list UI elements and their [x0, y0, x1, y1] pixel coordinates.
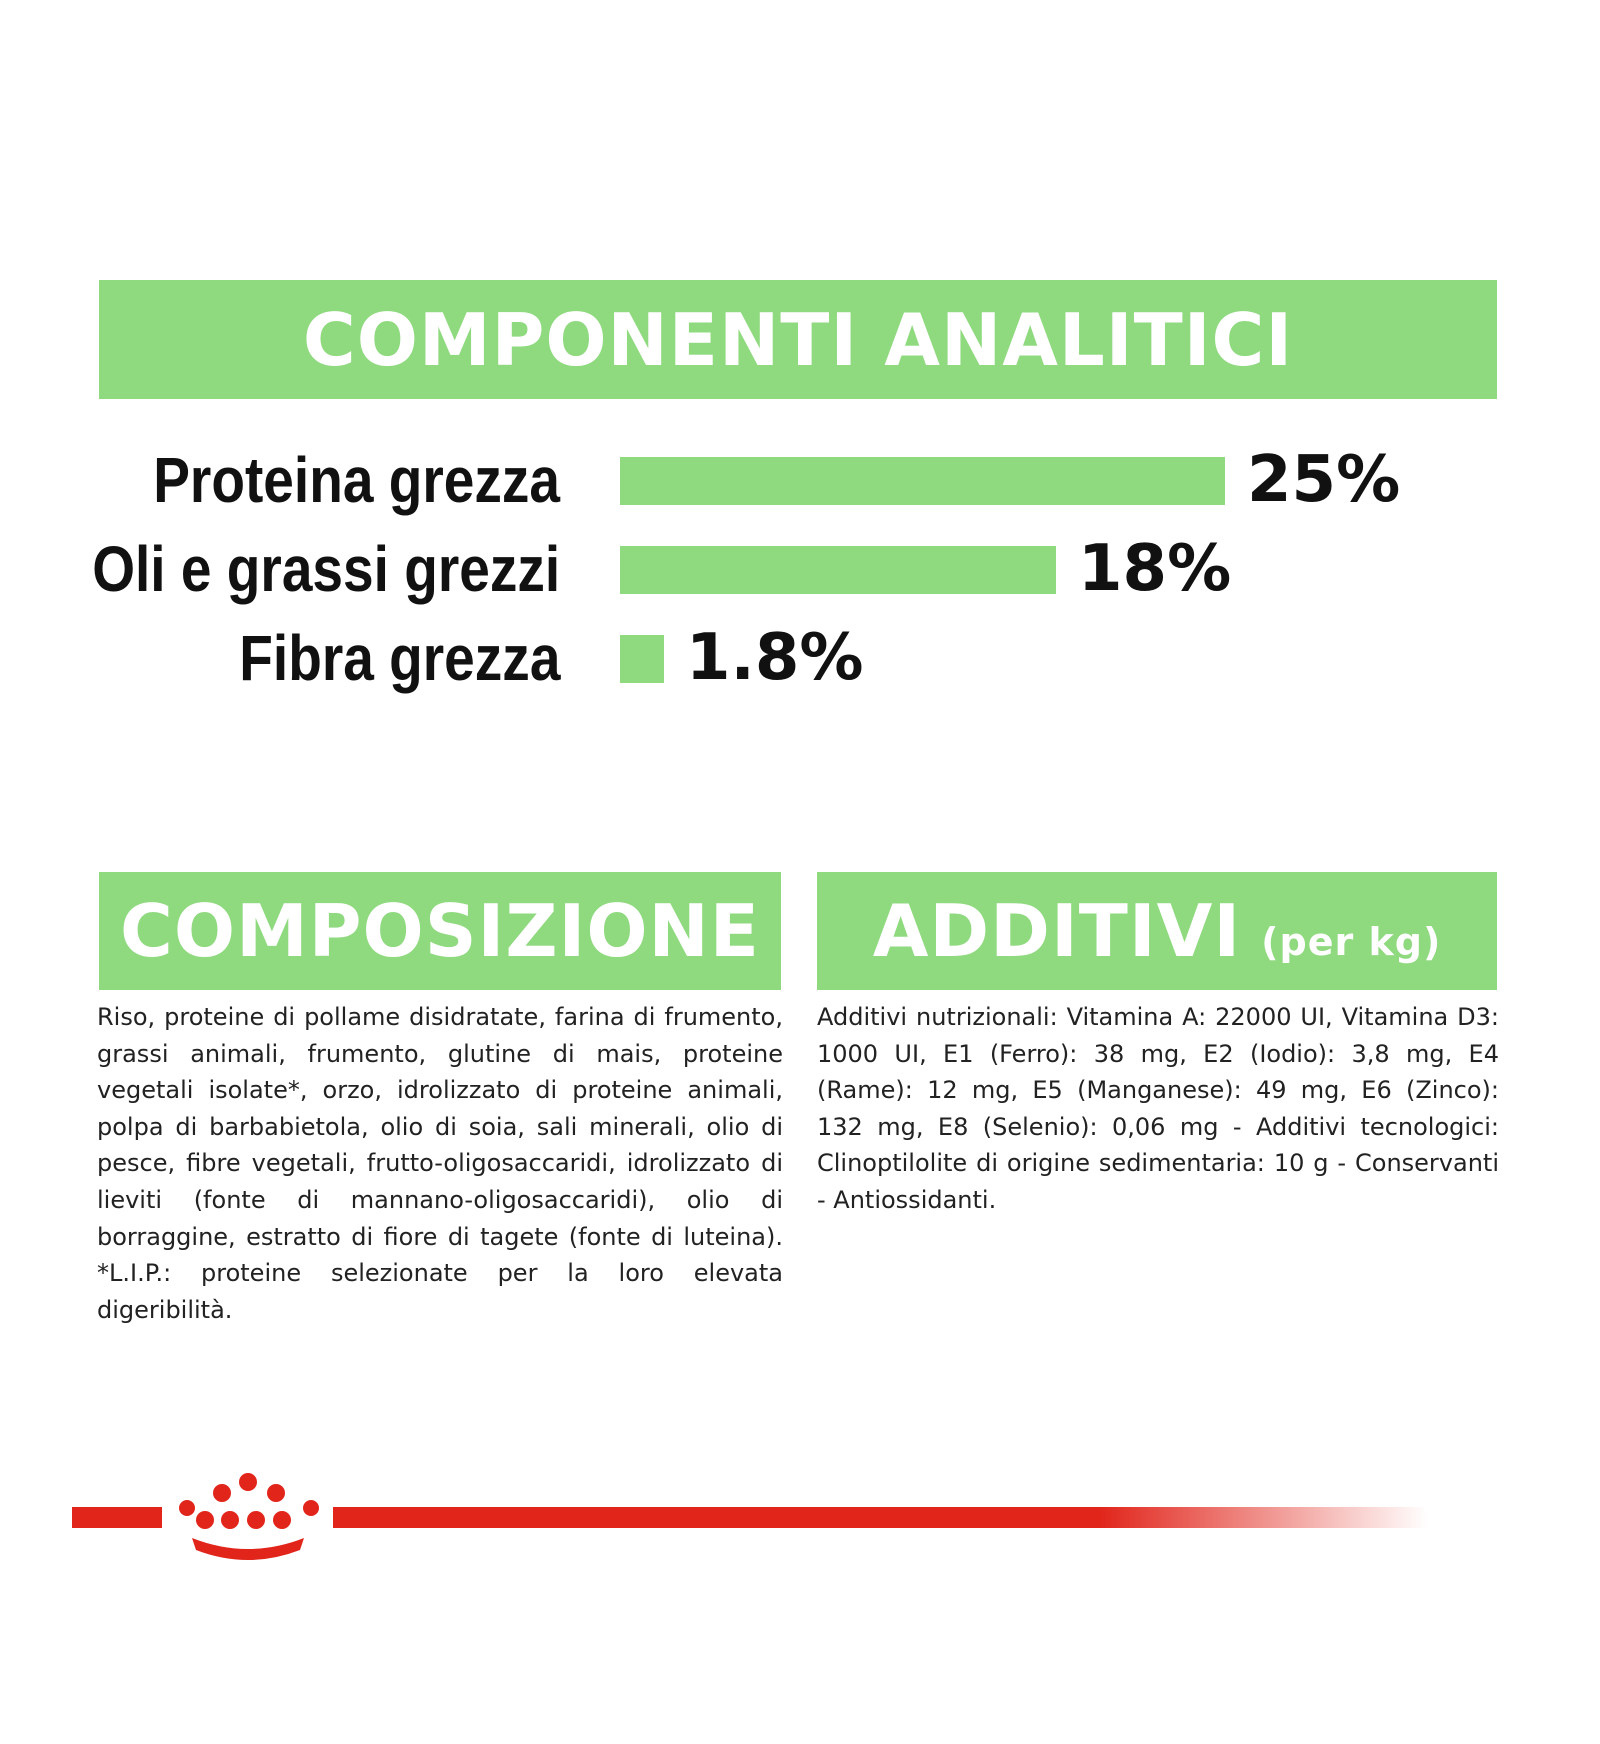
brand-line-left	[72, 1507, 162, 1528]
analysis-row	[0, 618, 1600, 698]
analysis-row	[0, 440, 1600, 520]
composition-title: COMPOSIZIONE	[120, 889, 760, 973]
additives-unit: (per kg)	[1261, 920, 1442, 964]
additives-header	[817, 872, 1497, 990]
row-bar	[620, 546, 1056, 594]
additives-title: ADDITIVI	[872, 889, 1242, 973]
row-label: Oli e grassi grezzi	[91, 533, 560, 605]
row-bar	[620, 635, 664, 683]
row-value: 1.8%	[686, 621, 864, 695]
crown-icon	[179, 1473, 319, 1560]
brand-line-right	[333, 1507, 1428, 1528]
row-value: 25%	[1247, 443, 1401, 517]
row-label: Proteina grezza	[153, 444, 560, 516]
additives-text: Additivi nutrizionali: Vitamina A: 22000 UI, Vitamina D3: 1000 UI, E1 (Ferro): 38 mg, E2 (Iodio): 3,8 mg, E4 (Rame): 12 mg, E5 (Manganese): 49 mg, E6 (Zinco): 132 mg, E8 (Selenio): 0,06 mg - Additivi tecnologici: Clinoptilolite di origine sedimentaria: 10 g - Conservanti - Antiossidanti.	[817, 1003, 1499, 1214]
row-bar	[620, 457, 1225, 505]
composition-text: Riso, proteine di pollame disidratate, farina di frumento, grassi animali, frumento, glutine di mais, proteine vegetali isolate*, orzo, idrolizzato di proteine animali, polpa di barbabietola, olio di soia, sali minerali, olio di pesce, fibre vegetali, frutto-oligosaccaridi, idrolizzato di lieviti (fonte di mannano-oligosaccaridi), olio di borraggine, estratto di fiore di tagete (fonte di luteina). *L.I.P.: proteine selezionate per la loro elevata digeribilità.	[97, 1003, 783, 1324]
composition-header	[99, 872, 781, 990]
analysis-header	[99, 280, 1497, 399]
analysis-title: COMPONENTI ANALITICI	[302, 297, 1294, 382]
row-label: Fibra grezza	[238, 622, 560, 694]
brand-line	[0, 1470, 1600, 1570]
analysis-row	[0, 529, 1600, 609]
row-value: 18%	[1078, 532, 1232, 606]
